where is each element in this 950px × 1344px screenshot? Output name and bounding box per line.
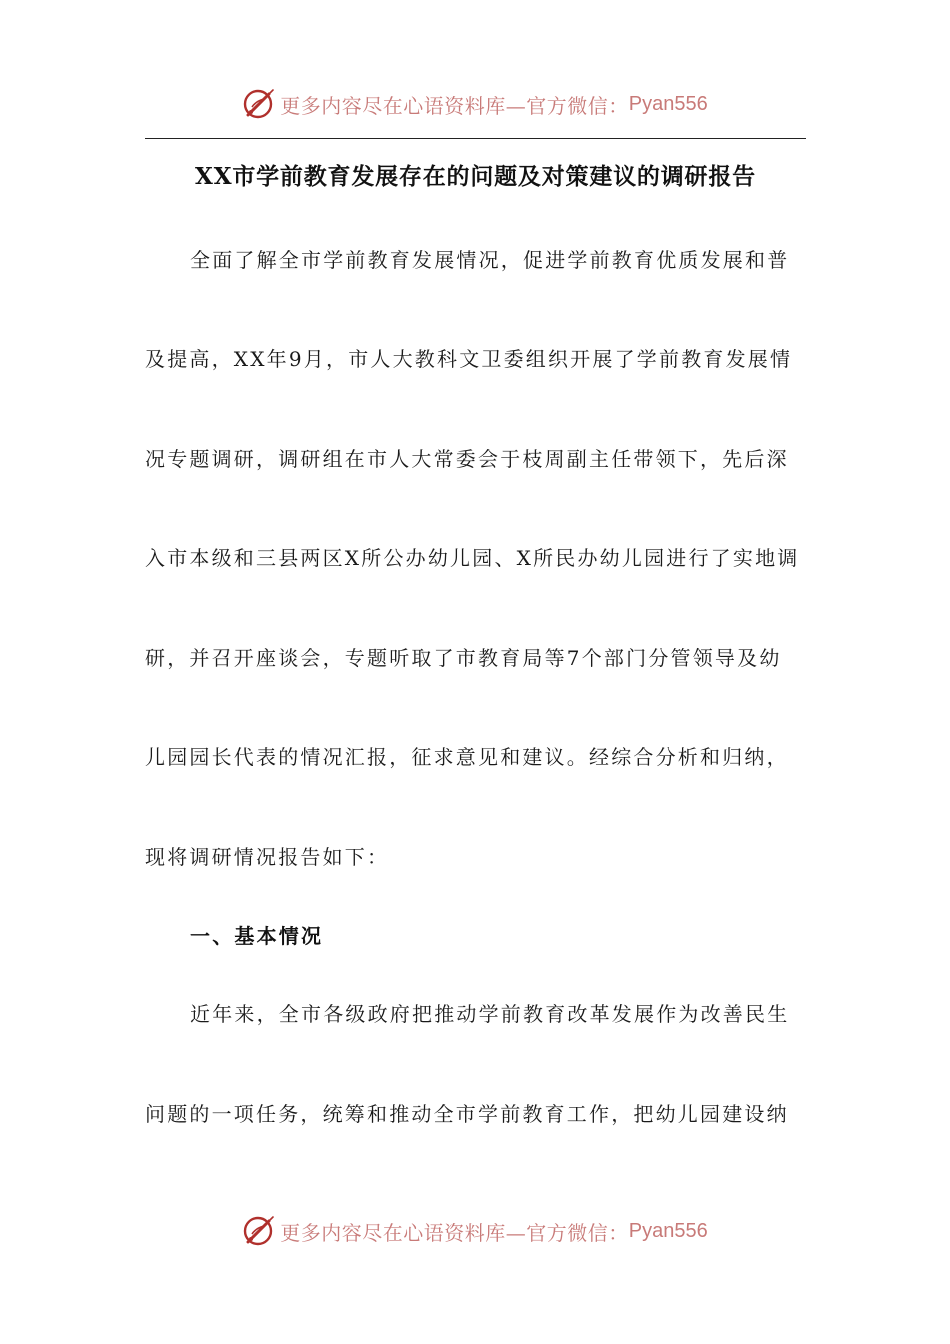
paragraph-line: 全面了解全市学前教育发展情况，促进学前教育优质发展和普 — [190, 248, 790, 272]
paragraph-line: 现将调研情况报告如下： — [145, 845, 390, 869]
banner-text: 更多内容尽在心语资料库—官方微信： — [280, 93, 629, 118]
banner-wechat-id: Pyan556 — [628, 1219, 708, 1242]
paragraph-line: 入市本级和三县两区X所公办幼儿园、X所民办幼儿园进行了实地调 — [145, 546, 800, 570]
paragraph-line: 儿园园长代表的情况汇报，征求意见和建议。经综合分析和归纳， — [145, 745, 789, 769]
header-banner — [0, 84, 950, 124]
header-divider — [145, 138, 806, 139]
section-heading: 一、基本情况 — [190, 924, 324, 948]
paragraph-line: 及提高，XX年9月，市人大教科文卫委组织开展了学前教育发展情 — [145, 347, 793, 371]
paragraph-line: 近年来，全市各级政府把推动学前教育改革发展作为改善民生 — [190, 1002, 790, 1026]
paragraph-line: 况专题调研，调研组在市人大常委会于枝周副主任带领下，先后深 — [145, 447, 789, 471]
banner-text: 更多内容尽在心语资料库—官方微信： — [280, 1220, 629, 1245]
banner-wechat-id: Pyan556 — [628, 92, 708, 115]
pen-logo-icon — [242, 1214, 276, 1248]
document-title: XX市学前教育发展存在的问题及对策建议的调研报告 — [195, 163, 756, 190]
pen-logo-icon — [242, 87, 276, 121]
paragraph-line: 问题的一项任务，统筹和推动全市学前教育工作，把幼儿园建设纳 — [145, 1102, 789, 1126]
footer-banner — [0, 1211, 950, 1251]
paragraph-line: 研，并召开座谈会，专题听取了市教育局等7个部门分管领导及幼 — [145, 646, 782, 670]
